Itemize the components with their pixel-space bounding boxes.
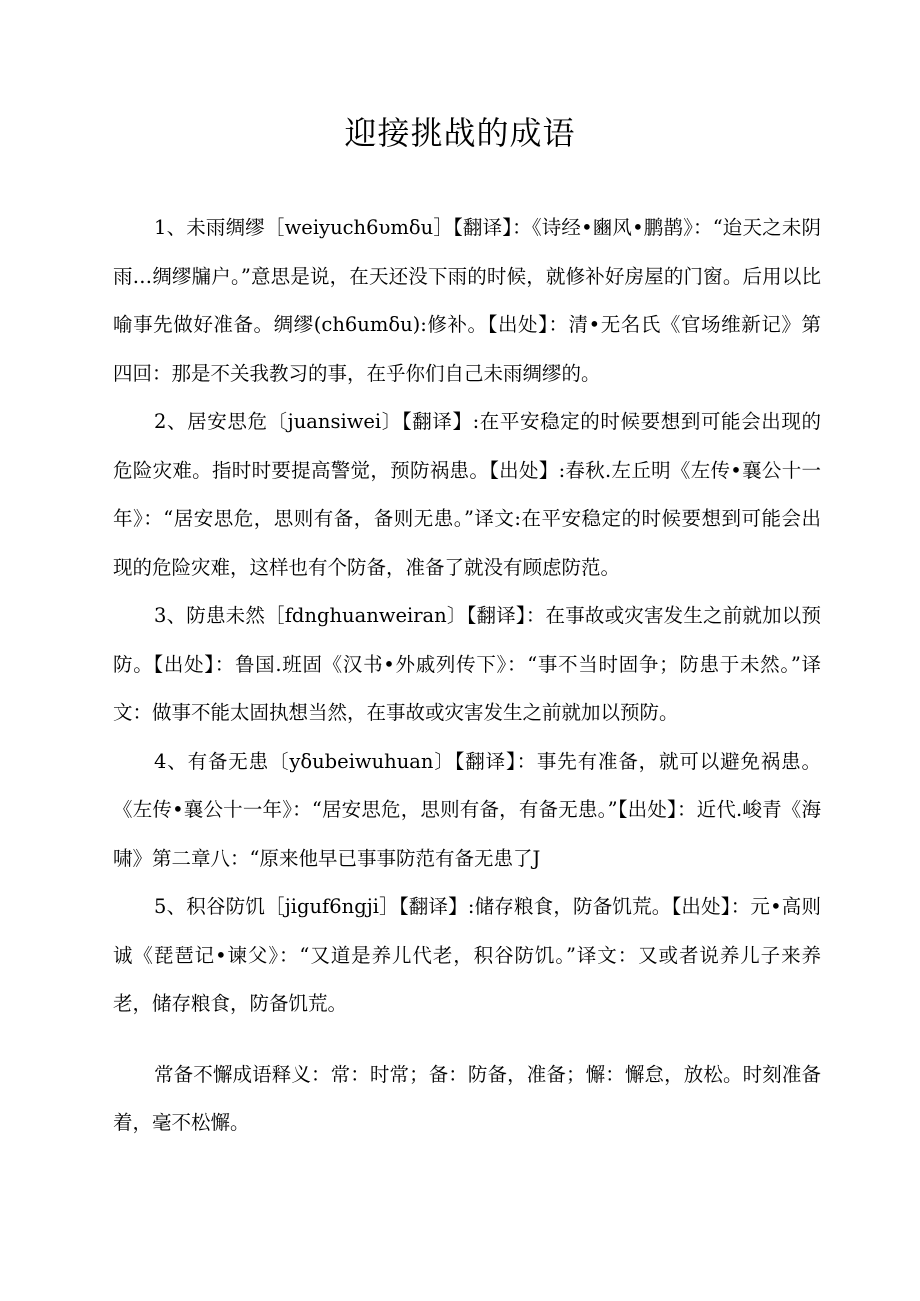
- document-body: [113, 204, 821, 1148]
- idiom-paragraph-2: 2、居安思危〔juansiwei〕【翻译】:在平安稳定的时候要想到可能会出现的危险灾难。指时时要提高警觉，预防祸患。【出处】:春秋.左丘明《左传•襄公十一年》：“居安思危，思则有备，备则无患。”译文:在平安稳定的时候要想到可能会出现的危险灾难，这样也有个防备，准备了就没有顾虑防范。: [113, 410, 821, 579]
- document-title: 迎接挑战的成语: [344, 114, 576, 152]
- idiom-paragraph-1: 1、未雨绸缪［weiyuch6υmδu］【翻译】：《诗经•豳风•鹏鹊》：“迨天之未阴雨…绸缪牖户。”意思是说，在天还没下雨的时候，就修补好房屋的门窗。后用以比喻事先做好准备。绸缪(ch6umδu):修补。【出处】：清•无名氏《官场维新记》第四回：那是不关我教习的事，在乎你们自己未雨绸缪的。: [113, 216, 821, 385]
- definition-paragraph: 常备不懈成语释义：常：时常；备：防备，准备；懈：懈怠，放松。时刻准备着，毫不松懈。: [113, 1062, 821, 1134]
- idiom-paragraph-4: 4、有备无患〔yδubeiwuhuan〕【翻译】：事先有准备，就可以避免祸患。《左传•襄公十一年》：“居安思危，思则有备，有备无患。”【出处】：近代.峻青《海啸》第二章八：“原来他早已事事防范有备无患了J: [113, 749, 821, 870]
- idiom-paragraph-3: 3、防患未然［fdnghuanweiran〕【翻译】：在事故或灾害发生之前就加以预防。【出处】：鲁国.班固《汉书•外戚列传下》：“事不当时固争；防患于未然。”译文：做事不能太固执想当然，在事故或灾害发生之前就加以预防。: [113, 604, 821, 724]
- idiom-paragraph-5: 5、积谷防饥［jiguf6ngji］【翻译】:储存粮食，防备饥荒。【出处】：元•高则诚《琵琶记•谏父》：“又道是养儿代老，积谷防饥。”译文：又或者说养儿子来养老，储存粮食，防备饥荒。: [113, 895, 821, 1015]
